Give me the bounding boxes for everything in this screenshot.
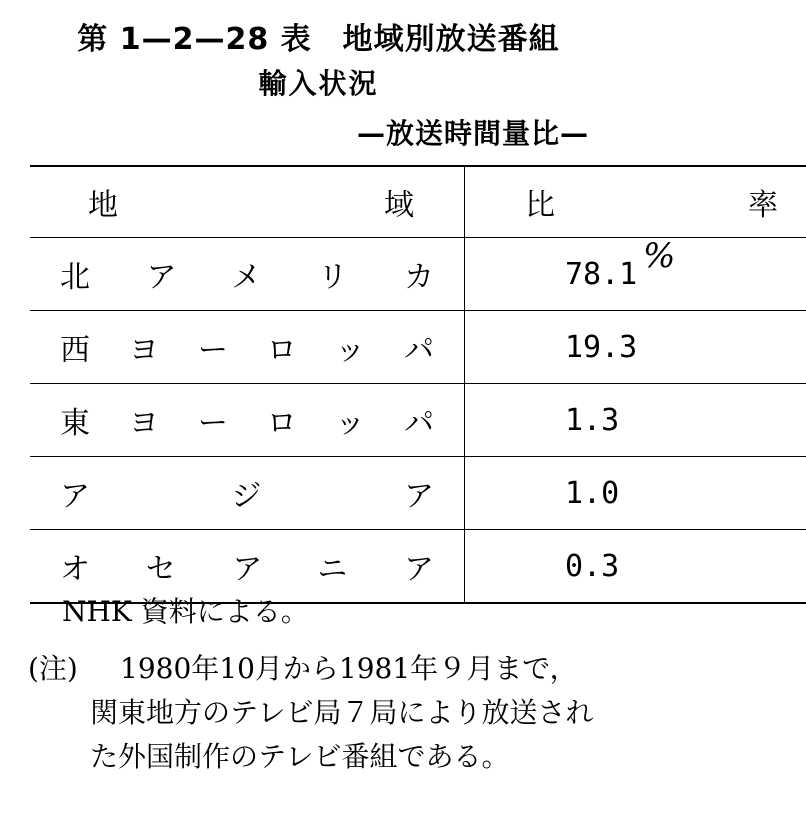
header-ratio: 比 率	[465, 166, 806, 238]
table-title: 第 1—2—28 表 地域別放送番組	[77, 22, 560, 57]
region-cell: 西ヨーロッパ	[30, 311, 465, 384]
header-region: 地 域	[30, 166, 465, 238]
region-cell: 東ヨーロッパ	[30, 384, 465, 457]
region-cell: オセアニア	[30, 530, 465, 604]
table-subtitle: —放送時間量比—	[356, 117, 589, 150]
region-cell: アジア	[30, 457, 465, 530]
ratio-cell: 1.0	[465, 457, 806, 530]
table-row	[30, 384, 806, 457]
table-row	[30, 238, 806, 311]
note-label: (注)	[28, 652, 78, 685]
note-text	[90, 647, 610, 779]
table-title-line2: 輸入状況	[258, 67, 379, 100]
table-header-row	[30, 166, 806, 238]
ratio-cell	[465, 238, 806, 311]
source-note: NHK 資料による。	[62, 595, 309, 628]
import-ratio-table	[30, 165, 806, 604]
ratio-cell: 0.3	[465, 530, 806, 604]
note-line1: 1980年10月から1981年９月まで，	[120, 652, 578, 685]
percent-unit: %	[643, 236, 676, 276]
ratio-cell: 19.3	[465, 311, 806, 384]
ratio-cell: 1.3	[465, 384, 806, 457]
note-rest: 関東地方のテレビ局７局により放送された外国制作のテレビ番組である。	[90, 696, 594, 773]
table-row	[30, 457, 806, 530]
region-cell: 北アメリカ	[30, 238, 465, 311]
ratio-value: 78.1	[565, 256, 638, 292]
table-row	[30, 311, 806, 384]
